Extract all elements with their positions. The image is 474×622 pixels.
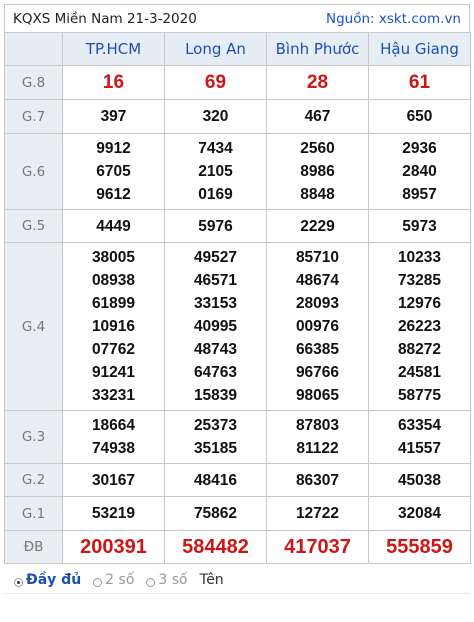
result-cell [267,66,369,100]
radio-icon[interactable] [146,578,155,587]
result-cell [165,531,267,564]
option-full-label: Đầy đủ [26,571,82,588]
results-header [4,4,470,32]
result-number: 07762 [91,341,136,358]
result-number: 30167 [91,471,136,489]
result-number: 8986 [300,163,335,180]
result-number: 45038 [397,471,442,489]
option-2-digits-label: 2 số [105,571,135,588]
result-number: 2840 [402,163,437,180]
prize-label: G.3 [5,411,63,464]
radio-selected-icon[interactable] [14,578,23,587]
result-number: 200391 [80,535,147,558]
option-3-digits-label: 3 số [158,571,188,588]
result-number: 40995 [193,318,238,335]
result-cell [63,411,165,464]
result-number: 87803 [295,417,340,434]
result-number: 26223 [397,318,442,335]
result-number: 63354 [397,417,442,434]
result-number: 64763 [193,364,238,381]
result-number: 48674 [295,272,340,289]
result-number: 32084 [397,505,442,522]
prize-label: G.6 [5,134,63,210]
result-number: 650 [406,108,433,125]
result-cell [63,66,165,100]
result-number: 61899 [91,295,136,312]
prize-label: G.8 [5,66,63,100]
result-cell [165,210,267,243]
result-cell [267,531,369,564]
result-cell [267,497,369,531]
result-number: 53219 [91,505,136,522]
result-number: 91241 [91,364,136,381]
result-cell [267,100,369,134]
result-cell [369,243,471,411]
result-cell [165,134,267,210]
result-number: 61 [408,72,431,93]
result-number: 48743 [193,341,238,358]
result-number: 38005 [91,249,136,266]
option-3-digits[interactable] [146,572,187,588]
result-number: 2560 [300,140,335,157]
result-number: 2229 [300,217,335,235]
result-number: 12976 [397,295,442,312]
result-number: 96766 [295,364,340,381]
province-tphcm[interactable]: TP.HCM [63,33,165,66]
result-number: 417037 [284,535,351,558]
prize-row-g6 [5,134,471,210]
result-number: 2105 [198,163,233,180]
result-number: 18664 [91,417,136,434]
result-number: 49527 [193,249,238,266]
result-cell [63,531,165,564]
result-cell [165,66,267,100]
result-number: 6705 [96,163,131,180]
result-cell [369,66,471,100]
result-number: 48416 [193,471,238,489]
result-cell [165,464,267,497]
result-cell [369,210,471,243]
province-header-row [5,33,471,66]
radio-icon[interactable] [93,578,102,587]
result-number: 33231 [91,387,136,404]
result-number: 73285 [397,272,442,289]
prize-label: G.1 [5,497,63,531]
result-cell [165,243,267,411]
result-number: 16 [102,72,125,93]
prize-label: G.2 [5,464,63,497]
result-number: 8957 [402,186,437,203]
result-cell [267,243,369,411]
prize-row-g8 [5,66,471,100]
result-cell [165,497,267,531]
result-number: 46571 [193,272,238,289]
result-number: 33153 [193,295,238,312]
result-number: 397 [100,108,127,125]
option-full[interactable] [14,572,81,588]
result-cell [63,497,165,531]
prize-label: ĐB [5,531,63,564]
result-cell [369,531,471,564]
result-cell [63,100,165,134]
result-number: 10233 [397,249,442,266]
results-container [4,4,470,594]
province-binh-phuoc[interactable]: Bình Phước [267,33,369,66]
result-number: 41557 [397,440,442,457]
option-name-label: Tên [199,571,224,588]
result-cell [267,134,369,210]
result-number: 98065 [295,387,340,404]
result-number: 467 [304,108,331,125]
result-number: 9612 [96,186,131,203]
result-number: 75862 [193,505,238,522]
result-number: 86307 [295,471,340,489]
result-number: 85710 [295,249,340,266]
result-number: 2936 [402,140,437,157]
header-corner [5,33,63,66]
result-number: 12722 [295,505,340,522]
prize-row-g3 [5,411,471,464]
prize-row-g7 [5,100,471,134]
result-number: 08938 [91,272,136,289]
result-cell [369,497,471,531]
province-hau-giang[interactable]: Hậu Giang [369,33,471,66]
result-number: 88272 [397,341,442,358]
result-number: 584482 [182,535,249,558]
result-number: 7434 [198,140,233,157]
result-cell [267,210,369,243]
result-cell [267,411,369,464]
prize-row-db [5,531,471,564]
result-number: 66385 [295,341,340,358]
result-number: 69 [204,72,227,93]
result-number: 4449 [96,217,131,235]
result-number: 28 [306,72,329,93]
option-name[interactable] [200,572,224,588]
prize-row-g5 [5,210,471,243]
result-number: 81122 [296,440,339,457]
province-long-an[interactable]: Long An [165,33,267,66]
result-number: 9912 [96,140,131,157]
result-cell [165,411,267,464]
result-number: 00976 [295,318,340,335]
prize-label: G.5 [5,210,63,243]
result-number: 320 [202,108,229,125]
prize-row-g1 [5,497,471,531]
result-cell [63,464,165,497]
source-link[interactable]: Nguồn: xskt.com.vn [326,10,461,27]
result-number: 15839 [193,387,238,404]
result-cell [369,411,471,464]
result-number: 0169 [198,186,233,203]
result-cell [63,243,165,411]
page-title: KQXS Miền Nam 21-3-2020 [13,10,197,27]
result-number: 555859 [386,535,453,558]
prize-row-g2 [5,464,471,497]
result-cell [63,210,165,243]
result-number: 25373 [193,417,238,434]
result-number: 8848 [300,186,335,203]
result-cell [267,464,369,497]
prize-label: G.4 [5,243,63,411]
result-number: 74938 [91,440,136,457]
prize-row-g4 [5,243,471,411]
result-number: 24581 [397,364,442,381]
result-cell [369,134,471,210]
prize-label: G.7 [5,100,63,134]
result-number: 35185 [193,440,238,457]
option-2-digits[interactable] [93,572,134,588]
results-table [4,32,471,564]
result-number: 28093 [295,295,340,312]
result-cell [369,464,471,497]
result-number: 5973 [402,217,437,235]
result-cell [63,134,165,210]
result-cell [165,100,267,134]
result-number: 58775 [397,387,442,404]
result-number: 10916 [91,318,136,335]
result-number: 5976 [198,217,233,235]
result-cell [369,100,471,134]
display-options [4,566,470,594]
